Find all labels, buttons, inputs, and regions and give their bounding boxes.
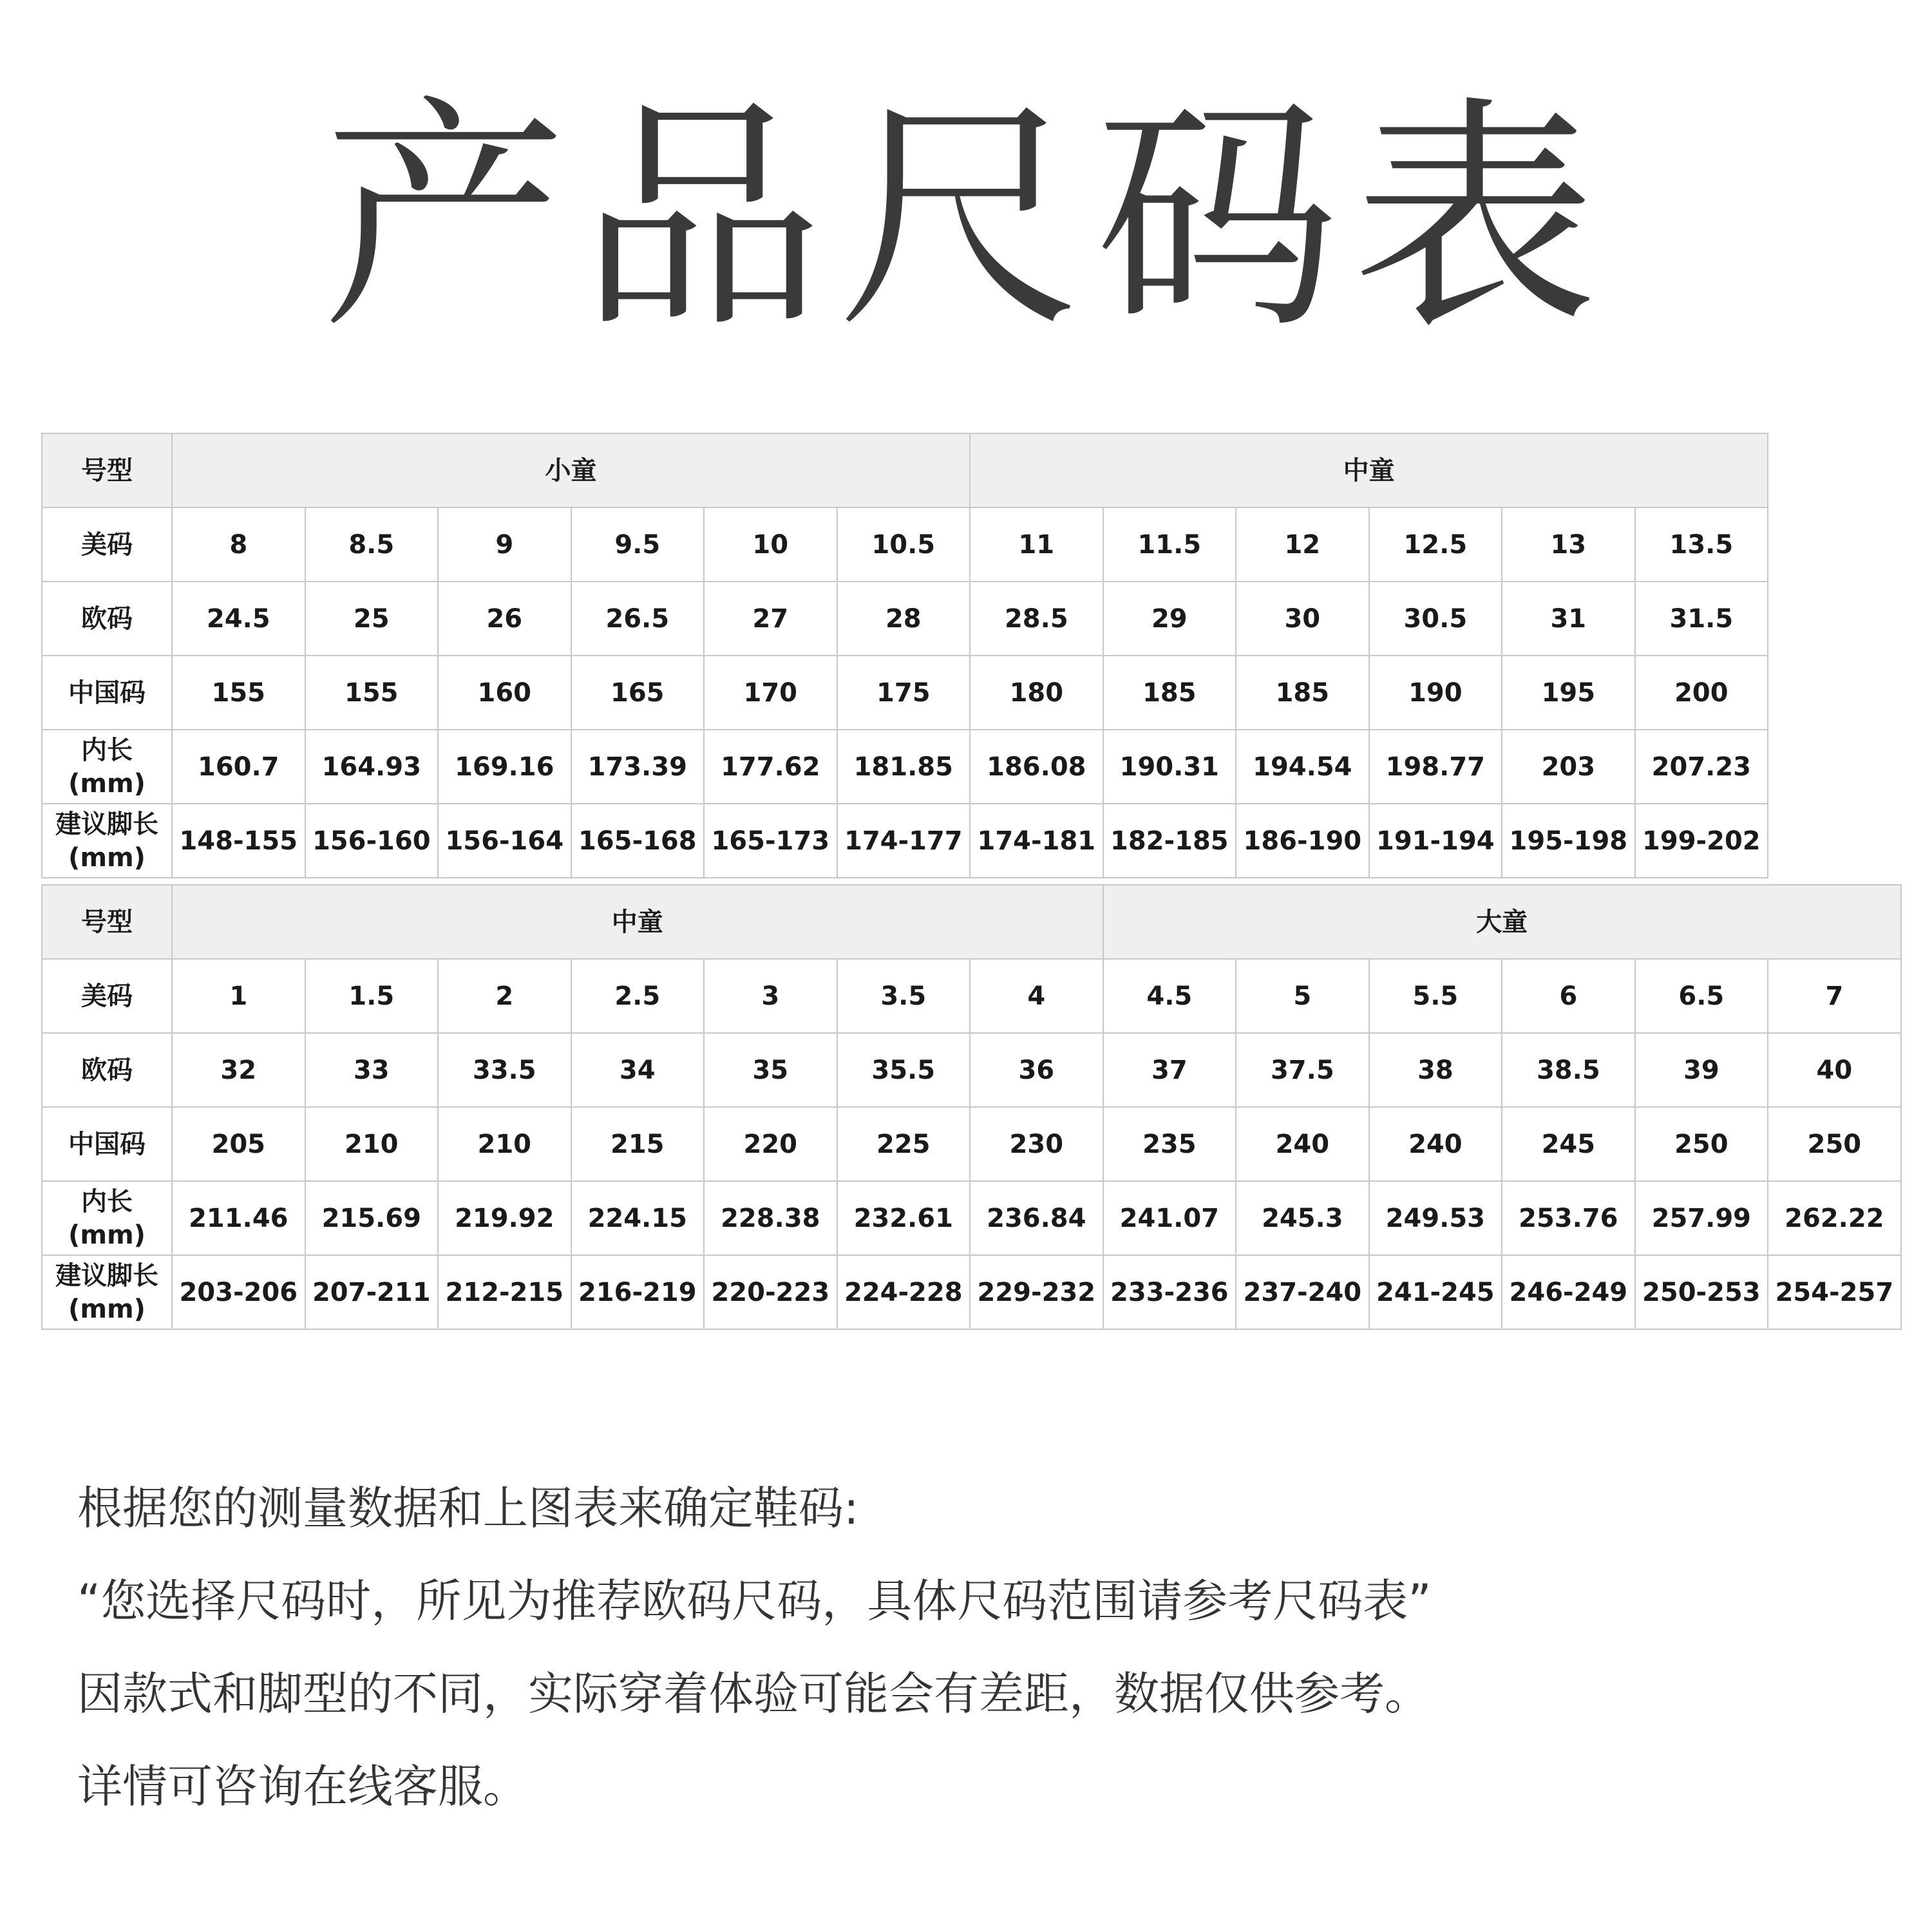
table-cell: 37	[1103, 1033, 1236, 1107]
table-cell: 249.53	[1369, 1181, 1502, 1255]
table-cell: 148-155	[172, 804, 305, 878]
table-cell: 186.08	[970, 730, 1103, 804]
table-cell: 25	[305, 582, 439, 656]
table-row	[42, 804, 1768, 878]
row-label	[42, 804, 172, 878]
table-cell: 225	[837, 1107, 971, 1181]
row-label-text: 建议脚长	[55, 1260, 158, 1291]
table-cell: 164.93	[305, 730, 439, 804]
table-cell: 155	[305, 656, 439, 730]
table-cell: 230	[970, 1107, 1103, 1181]
table-cell: 215	[571, 1107, 705, 1181]
table-cell: 4.5	[1103, 959, 1236, 1033]
table-cell: 36	[970, 1033, 1103, 1107]
group-header: 中童	[970, 433, 1768, 507]
table-cell: 190	[1369, 656, 1502, 730]
table-cell: 3	[704, 959, 837, 1033]
table-cell: 160	[438, 656, 571, 730]
table-cell: 165-168	[571, 804, 705, 878]
table-row	[42, 582, 1768, 656]
table-cell: 180	[970, 656, 1103, 730]
table-cell: 8	[172, 507, 305, 582]
row-label-text: 欧码	[81, 1055, 133, 1085]
table-cell: 211.46	[172, 1181, 305, 1255]
table-cell: 250	[1635, 1107, 1768, 1181]
row-label-text: 欧码	[81, 603, 133, 634]
table-cell: 40	[1768, 1033, 1901, 1107]
row-label	[42, 656, 172, 730]
table-cell: 212-215	[438, 1255, 571, 1329]
table-cell: 241-245	[1369, 1255, 1502, 1329]
row-label	[42, 1181, 172, 1255]
row-label	[42, 730, 172, 804]
table-row	[42, 730, 1768, 804]
table-cell: 5	[1236, 959, 1369, 1033]
row-label	[42, 582, 172, 656]
table-cell: 1.5	[305, 959, 439, 1033]
table-cell: 203	[1502, 730, 1635, 804]
table-cell: 6.5	[1635, 959, 1768, 1033]
page-title: 产品尺码表	[322, 76, 1610, 361]
table-cell: 165	[571, 656, 705, 730]
table-cell: 1	[172, 959, 305, 1033]
group-header: 中童	[172, 885, 1103, 959]
table-cell: 240	[1236, 1107, 1369, 1181]
table-row	[42, 656, 1768, 730]
row-label-text: 美码	[81, 981, 133, 1011]
table-cell: 9.5	[571, 507, 705, 582]
table-cell: 245.3	[1236, 1181, 1369, 1255]
table-cell: 190.31	[1103, 730, 1236, 804]
table-cell: 210	[305, 1107, 439, 1181]
table-cell: 30	[1236, 582, 1369, 656]
table-cell: 229-232	[970, 1255, 1103, 1329]
row-label	[42, 1255, 172, 1329]
table-cell: 257.99	[1635, 1181, 1768, 1255]
table-cell: 9	[438, 507, 571, 582]
row-label	[42, 1033, 172, 1107]
table-cell: 27	[704, 582, 837, 656]
group-header: 大童	[1103, 885, 1901, 959]
table-cell: 11	[970, 507, 1103, 582]
table-cell: 32	[172, 1033, 305, 1107]
table-cell: 173.39	[571, 730, 705, 804]
table-row	[42, 1033, 1901, 1107]
table-cell: 10	[704, 507, 837, 582]
row-label-text: 内长	[81, 735, 133, 765]
table-cell: 28.5	[970, 582, 1103, 656]
table-cell: 38.5	[1502, 1033, 1635, 1107]
note-line: “您选择尺码时，所见为推荐欧码尺码，具体尺码范围请参考尺码表”	[77, 1575, 1432, 1627]
table-row	[42, 507, 1768, 582]
row-label-text: 中国码	[68, 677, 146, 708]
table-cell: 207.23	[1635, 730, 1768, 804]
notes	[77, 1462, 1880, 1833]
table-cell: 169.16	[438, 730, 571, 804]
table-cell: 186-190	[1236, 804, 1369, 878]
note-line: 详情可咨询在线客服。	[77, 1760, 528, 1813]
size-table-2	[41, 884, 1902, 1330]
table-cell: 24.5	[172, 582, 305, 656]
table-cell: 29	[1103, 582, 1236, 656]
table-cell: 35	[704, 1033, 837, 1107]
table-cell: 216-219	[571, 1255, 705, 1329]
table-cell: 174-177	[837, 804, 971, 878]
table-cell: 13.5	[1635, 507, 1768, 582]
table-cell: 31	[1502, 582, 1635, 656]
table-cell: 236.84	[970, 1181, 1103, 1255]
table-cell: 170	[704, 656, 837, 730]
table-cell: 219.92	[438, 1181, 571, 1255]
table-cell: 156-164	[438, 804, 571, 878]
table-cell: 262.22	[1768, 1181, 1901, 1255]
table-cell: 182-185	[1103, 804, 1236, 878]
table-cell: 199-202	[1635, 804, 1768, 878]
table-cell: 203-206	[172, 1255, 305, 1329]
table-cell: 232.61	[837, 1181, 971, 1255]
table-cell: 250	[1768, 1107, 1901, 1181]
table-cell: 35.5	[837, 1033, 971, 1107]
table-cell: 215.69	[305, 1181, 439, 1255]
table-cell: 191-194	[1369, 804, 1502, 878]
table-cell: 220-223	[704, 1255, 837, 1329]
table-cell: 165-173	[704, 804, 837, 878]
table-cell: 240	[1369, 1107, 1502, 1181]
row-label-text: 内长	[81, 1186, 133, 1217]
table-cell: 8.5	[305, 507, 439, 582]
table-cell: 253.76	[1502, 1181, 1635, 1255]
table-cell: 2.5	[571, 959, 705, 1033]
table-cell: 7	[1768, 959, 1901, 1033]
table-cell: 10.5	[837, 507, 971, 582]
size-table-1	[41, 433, 1768, 878]
row-label	[42, 959, 172, 1033]
table-cell: 31.5	[1635, 582, 1768, 656]
table-cell: 194.54	[1236, 730, 1369, 804]
row-label-unit: (mm)	[68, 1294, 146, 1324]
table-cell: 30.5	[1369, 582, 1502, 656]
table-row	[42, 1255, 1901, 1329]
table-cell: 5.5	[1369, 959, 1502, 1033]
table-cell: 246-249	[1502, 1255, 1635, 1329]
table-cell: 235	[1103, 1107, 1236, 1181]
table-cell: 237-240	[1236, 1255, 1369, 1329]
table-cell: 12	[1236, 507, 1369, 582]
table-cell: 12.5	[1369, 507, 1502, 582]
table-cell: 4	[970, 959, 1103, 1033]
table-cell: 34	[571, 1033, 705, 1107]
table-cell: 155	[172, 656, 305, 730]
row-label-text: 建议脚长	[55, 809, 158, 839]
table-cell: 156-160	[305, 804, 439, 878]
table-cell: 11.5	[1103, 507, 1236, 582]
table-row	[42, 959, 1901, 1033]
table-cell: 185	[1236, 656, 1369, 730]
table-cell: 200	[1635, 656, 1768, 730]
header-row	[42, 433, 1768, 507]
table-cell: 13	[1502, 507, 1635, 582]
table-cell: 250-253	[1635, 1255, 1768, 1329]
table-cell: 174-181	[970, 804, 1103, 878]
table-cell: 3.5	[837, 959, 971, 1033]
row-label-unit: (mm)	[68, 1220, 146, 1250]
table-cell: 254-257	[1768, 1255, 1901, 1329]
table-cell: 224.15	[571, 1181, 705, 1255]
table-cell: 26.5	[571, 582, 705, 656]
header-row	[42, 885, 1901, 959]
table-cell: 175	[837, 656, 971, 730]
table-cell: 224-228	[837, 1255, 971, 1329]
table-cell: 33	[305, 1033, 439, 1107]
group-header: 小童	[172, 433, 970, 507]
table-cell: 181.85	[837, 730, 971, 804]
row-label-unit: (mm)	[68, 768, 146, 799]
row-label-unit: (mm)	[68, 842, 146, 873]
table-cell: 37.5	[1236, 1033, 1369, 1107]
table-cell: 228.38	[704, 1181, 837, 1255]
row-label-text: 美码	[81, 529, 133, 560]
row-label-text: 中国码	[68, 1129, 146, 1159]
table-cell: 233-236	[1103, 1255, 1236, 1329]
table-cell: 205	[172, 1107, 305, 1181]
table-cell: 245	[1502, 1107, 1635, 1181]
table-cell: 28	[837, 582, 971, 656]
row-label	[42, 1107, 172, 1181]
table-cell: 185	[1103, 656, 1236, 730]
table-row	[42, 1181, 1901, 1255]
table-cell: 177.62	[704, 730, 837, 804]
table-cell: 195-198	[1502, 804, 1635, 878]
note-line: 因款式和脚型的不同，实际穿着体验可能会有差距，数据仅供参考。	[77, 1667, 1430, 1720]
table-cell: 160.7	[172, 730, 305, 804]
table-cell: 241.07	[1103, 1181, 1236, 1255]
table-cell: 2	[438, 959, 571, 1033]
table-cell: 6	[1502, 959, 1635, 1033]
note-line: 根据您的测量数据和上图表来确定鞋码:	[77, 1482, 859, 1535]
table-cell: 198.77	[1369, 730, 1502, 804]
table-cell: 39	[1635, 1033, 1768, 1107]
table-cell: 210	[438, 1107, 571, 1181]
table-row	[42, 1107, 1901, 1181]
table-cell: 33.5	[438, 1033, 571, 1107]
table-cell: 220	[704, 1107, 837, 1181]
table-cell: 38	[1369, 1033, 1502, 1107]
row-label	[42, 507, 172, 582]
table-cell: 195	[1502, 656, 1635, 730]
size-type-header: 号型	[42, 433, 172, 507]
table-cell: 207-211	[305, 1255, 439, 1329]
table-cell: 26	[438, 582, 571, 656]
size-type-header: 号型	[42, 885, 172, 959]
